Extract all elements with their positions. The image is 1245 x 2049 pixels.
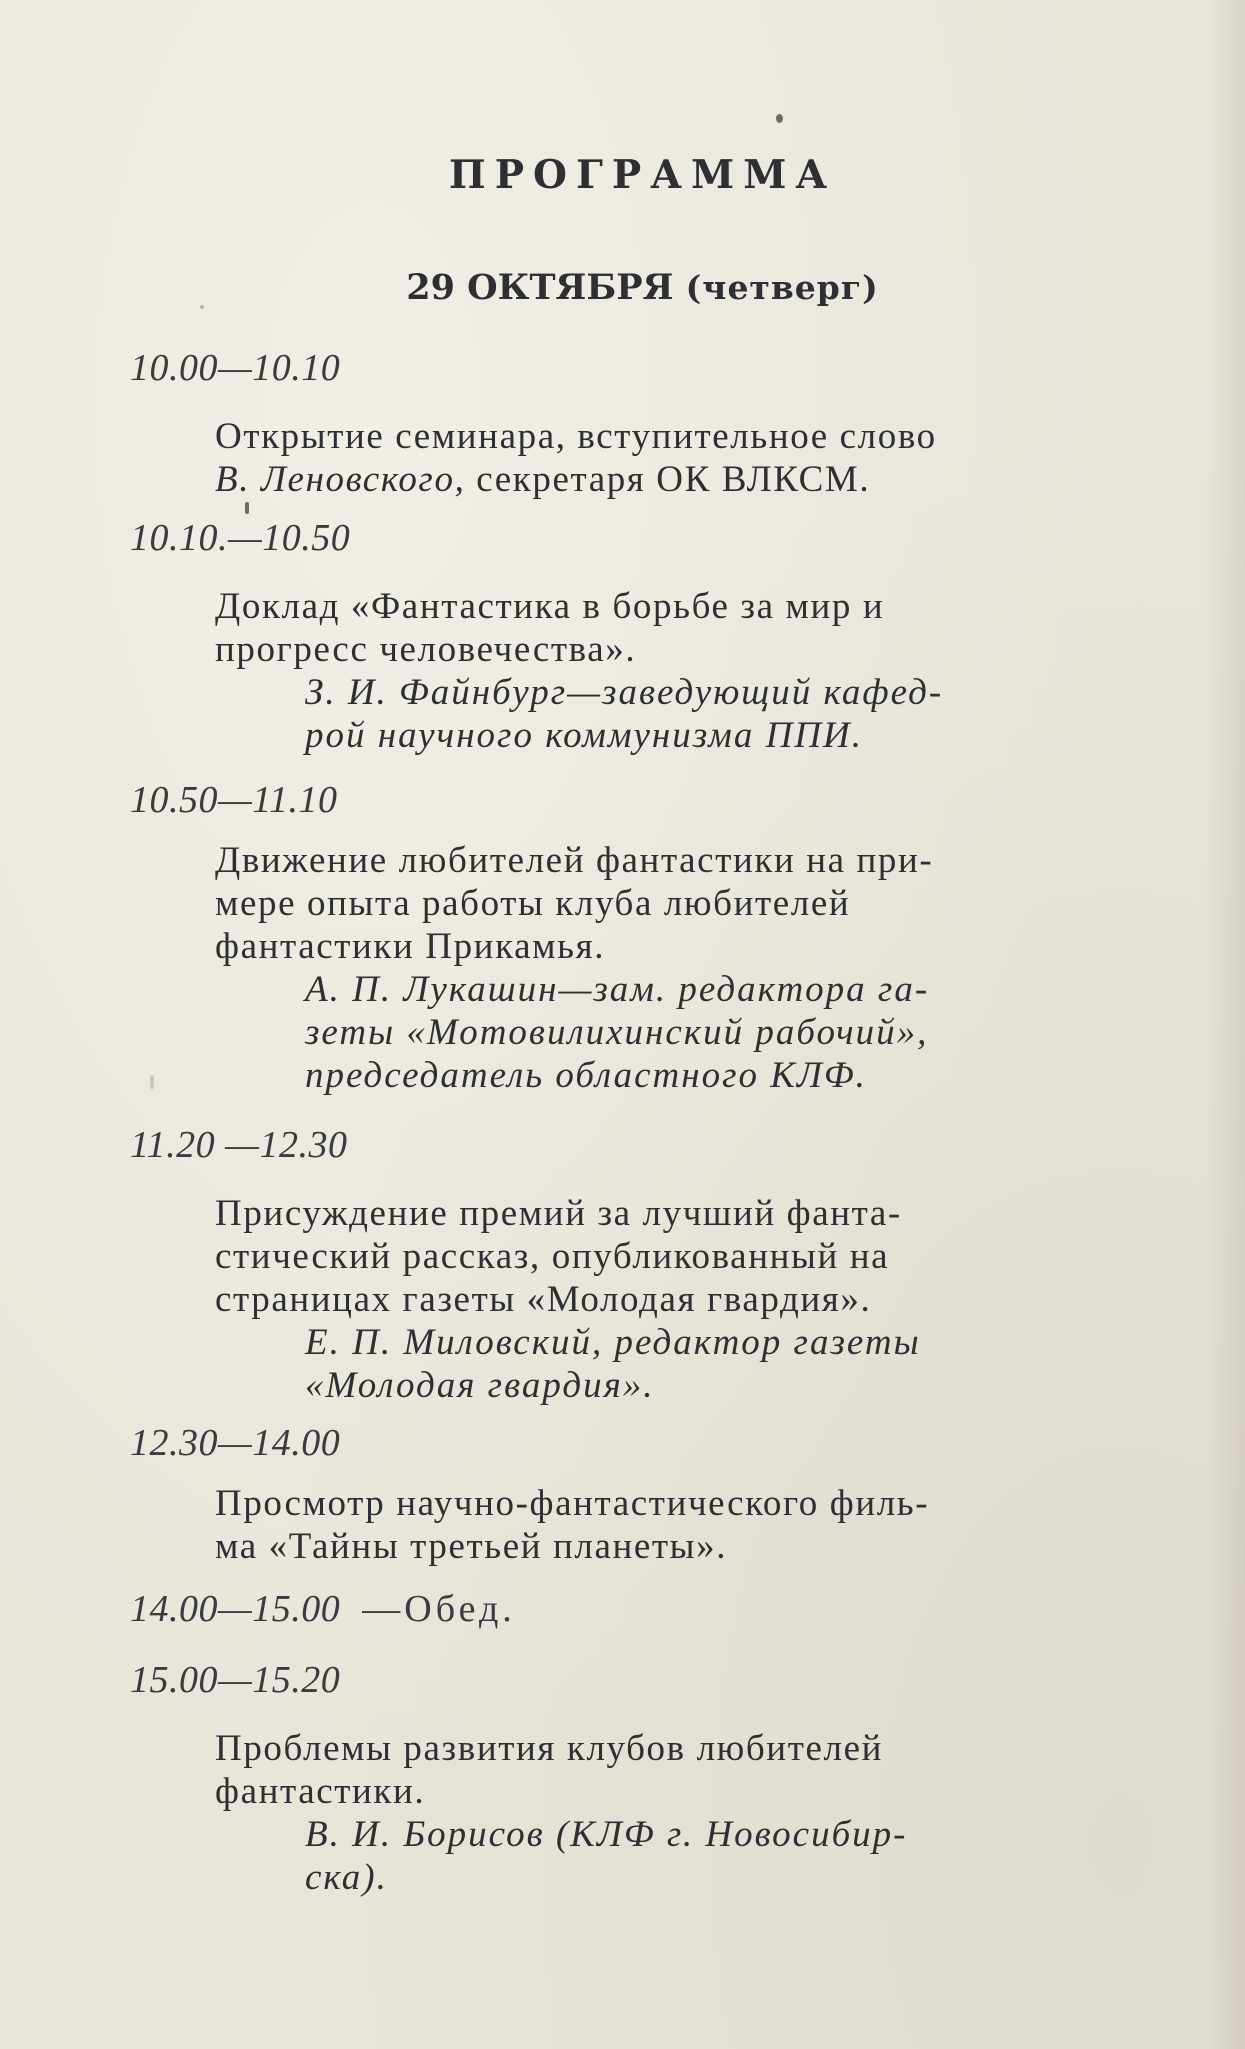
entry-time: 11.20 —12.30 xyxy=(130,1124,348,1166)
entry-time: 10.00—10.10 xyxy=(130,347,341,389)
entry-description xyxy=(215,585,1100,671)
description-line: Просмотр научно-фантастического филь- xyxy=(215,1483,930,1524)
entry-description xyxy=(215,415,1100,501)
description-line: фантастики Прикамья. xyxy=(215,926,606,967)
description-line: Проблемы развития клубов любителей xyxy=(215,1728,883,1769)
speaker-line: «Молодая гвардия». xyxy=(305,1365,655,1406)
entry-speaker xyxy=(305,671,1100,757)
entry-description xyxy=(215,1482,1100,1568)
entry-time: 15.00—15.20 xyxy=(130,1659,341,1701)
entry-time: 10.50—11.10 xyxy=(130,779,338,821)
speaker-line: рой научного коммунизма ППИ. xyxy=(305,715,864,756)
description-line: страницах газеты «Молодая гвардия». xyxy=(215,1279,872,1320)
description-line: Доклад «Фантастика в борьбе за мир и xyxy=(215,586,885,627)
entry-speaker xyxy=(305,1813,1100,1899)
schedule-entry xyxy=(130,515,1100,757)
schedule-entry xyxy=(130,1122,1100,1407)
entry-speaker xyxy=(305,968,1100,1097)
speaker-line: В. И. Борисов (КЛФ г. Новосибир- xyxy=(305,1814,908,1855)
date-heading xyxy=(20,264,1245,312)
page-title: ПРОГРАММА xyxy=(448,152,837,198)
description-line: мере опыта работы клуба любителей xyxy=(215,883,851,924)
entry-time: 10.10.—10.50 xyxy=(130,517,351,559)
speaker-line: Е. П. Миловский, редактор газеты xyxy=(305,1322,921,1363)
date-label: 29 ОКТЯБРЯ xyxy=(406,267,674,308)
entry-description xyxy=(215,1192,1100,1321)
lunch-note: —Обед. xyxy=(362,1588,516,1630)
speaker-line: А. П. Лукашин—зам. редактора га- xyxy=(305,969,930,1010)
description-line: Движение любителей фантастики на при- xyxy=(215,840,934,881)
weekday-label: (четверг) xyxy=(685,268,879,307)
speaker-line: З. И. Файнбург—заведующий кафед- xyxy=(305,672,944,713)
entry-time: 12.30—14.00 xyxy=(130,1422,341,1464)
schedule-entry xyxy=(130,345,1100,501)
description-line-with-speaker xyxy=(215,458,1100,501)
speaker-inline: В. Леновского, xyxy=(215,459,466,500)
entry-description xyxy=(215,1727,1100,1813)
description-line: Присуждение премий за лучший фанта- xyxy=(215,1193,902,1234)
description-line: прогресс человечества». xyxy=(215,629,637,670)
description-tail: секретаря ОК ВЛКСМ. xyxy=(465,459,871,500)
entry-speaker xyxy=(305,1321,1100,1407)
description-line: ма «Тайны третьей планеты». xyxy=(215,1526,728,1567)
entry-time xyxy=(130,1586,1100,1632)
description-line: фантастики. xyxy=(215,1771,426,1812)
schedule-entry xyxy=(130,1420,1100,1568)
schedule-entry xyxy=(130,777,1100,1097)
description-line: Открытие семинара, вступительное слово xyxy=(215,416,937,457)
print-speck xyxy=(776,114,783,123)
entry-description xyxy=(215,839,1100,968)
print-speck xyxy=(245,502,249,514)
speaker-line: председатель областного КЛФ. xyxy=(305,1055,867,1096)
speaker-line: ска). xyxy=(305,1857,388,1898)
schedule-entry xyxy=(130,1657,1100,1899)
speaker-line: зеты «Мотовилихинский рабочий», xyxy=(305,1012,929,1053)
description-line: стический рассказ, опубликованный на xyxy=(215,1236,890,1277)
entry-time-value: 14.00—15.00 xyxy=(130,1588,341,1630)
schedule-entry xyxy=(130,1586,1100,1632)
